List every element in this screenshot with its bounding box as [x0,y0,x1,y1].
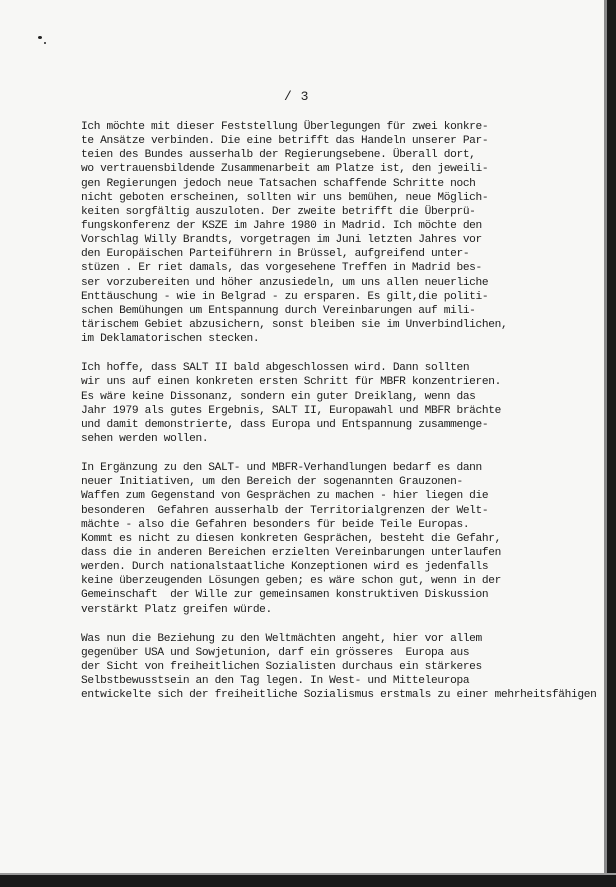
text-line: verstärkt Platz greifen würde. [81,603,272,616]
text-line: ser vorzubereiten und höher anzusiedeln, um uns allen neuerliche [81,276,489,289]
paragraph [81,361,601,446]
text-line: fungskonferenz der KSZE im Jahre 1980 in Madrid. Ich möchte den [81,219,482,232]
text-line: dass die in anderen Bereichen erzielten Vereinbarungen unterlaufen [81,546,501,559]
paragraph [81,632,601,703]
text-line: tärischem Gebiet abzusichern, sonst bleiben sie im Unverbindlichen, [81,318,508,331]
page-number: / 3 [284,89,309,104]
text-line: den Europäischen Parteiführern in Brüssel, aufgreifend unter- [81,248,470,261]
text-line: Ich möchte mit dieser Feststellung Überlegungen für zwei konkre- [81,121,489,133]
text-line: gegenüber USA und Sowjetunion, darf ein grösseres Europa aus [81,646,470,659]
text-line: teien des Bundes ausserhalb der Regierungsebene. Überall dort, [81,149,476,162]
text-line: neuer Initiativen, um den Bereich der sogenannten Grauzonen- [81,476,463,489]
text-line: wir uns auf einen konkreten ersten Schritt für MBFR konzentrieren. [81,376,501,389]
text-line: wo vertrauensbildende Zusammenarbeit am Platze ist, den jeweili- [81,163,489,176]
text-line: Gemeinschaft der Wille zur gemeinsamen konstruktiven Diskussion [81,589,489,602]
text-line: mächte - also die Gefahren besonders für beide Teile Europas. [81,518,470,531]
text-line: der Sicht von freiheitlichen Sozialisten durchaus ein stärkeres [81,660,482,673]
text-line: Ich hoffe, dass SALT II bald abgeschlossen wird. Dann sollten [81,362,470,375]
scan-speck [38,36,42,39]
paragraph [81,120,601,346]
text-line: nicht geboten erscheinen, sollten wir uns bemühen, neue Möglich- [81,191,489,204]
text-line: Waffen zum Gegenstand von Gesprächen zu machen - hier liegen die [81,490,489,503]
text-line: sehen werden wollen. [81,432,209,445]
scan-edge-right [607,0,616,887]
text-line: werden. Durch nationalstaatliche Konzeptionen wird es jedenfalls [81,561,489,574]
text-line: schen Bemühungen um Entspannung durch Vereinbarungen auf mili- [81,304,476,317]
text-line: Enttäuschung - wie in Belgrad - zu ersparen. Es gilt,die politi- [81,290,489,303]
text-line: In Ergänzung zu den SALT- und MBFR-Verhandlungen bedarf es dann [81,462,482,475]
text-line: Es wäre keine Dissonanz, sondern ein guter Dreiklang, wenn das [81,390,476,403]
text-line: Was nun die Beziehung zu den Weltmächten angeht, hier vor allem [81,632,482,645]
text-line: Kommt es nicht zu diesen konkreten Gesprächen, besteht die Gefahr, [81,532,501,545]
scan-speck [44,42,46,44]
text-line: keine überzeugenden Lösungen geben; es wäre schon gut, wenn in der [81,575,501,588]
text-line: te Ansätze verbinden. Die eine betrifft das Handeln unserer Par- [81,135,489,148]
text-line: Jahr 1979 als gutes Ergebnis, SALT II, Europawahl und MBFR brächte [81,404,501,417]
text-line: Vorschlag Willy Brandts, vorgetragen im Juni letzten Jahres vor [81,234,482,247]
scan-edge-bottom [0,875,616,887]
text-line: gen Regierungen jedoch neue Tatsachen schaffende Schritte noch [81,177,476,190]
text-line: keiten sorgfältig auszuloten. Der zweite betrifft die Überprü- [81,205,476,218]
text-line: im Deklamatorischen stecken. [81,333,260,346]
text-line: besonderen Gefahren ausserhalb der Territorialgrenzen der Welt- [81,504,489,517]
paragraph [81,461,601,617]
text-line: Selbstbewusstsein an den Tag legen. In West- und Mitteleuropa [81,675,470,688]
text-line: entwickelte sich der freiheitliche Sozialismus erstmals zu einer mehrheitsfähigen [81,689,597,702]
text-line: und damit demonstrierte, dass Europa und Entspannung zusammenge- [81,418,489,431]
document-body [81,120,601,702]
text-line: stüzen . Er riet damals, das vorgesehene Treffen in Madrid bes- [81,262,482,275]
